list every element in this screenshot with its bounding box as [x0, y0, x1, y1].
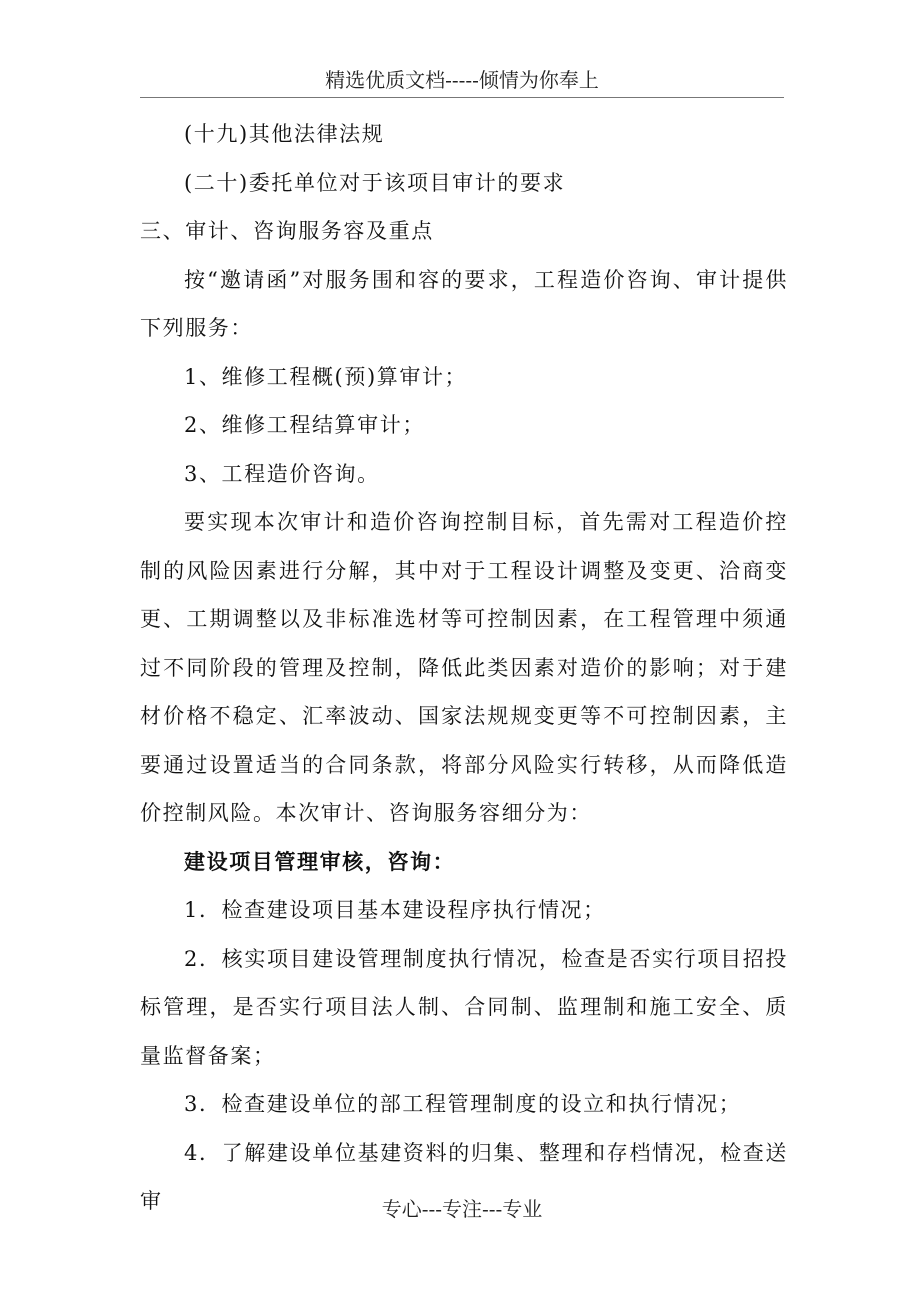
page-footer: 专心---专注---专业 — [381, 1197, 543, 1221]
body-paragraph: 1、维修工程概(预)算审计； — [184, 364, 468, 389]
page-header: 精选优质文档-----倾情为你奉上 — [325, 68, 599, 92]
body-paragraph: 按“邀请函”对服务围和容的要求，工程造价咨询、审计提供下列服务： — [140, 267, 788, 340]
body-paragraph: 要实现本次审计和造价咨询控制目标，首先需对工程造价控制的风险因素进行分解，其中对于工程设计调整及变更、洽商变更、工期调整以及非标准选材等可控制因素，在工程管理中须通过不同阶段的管理及控制，降低此类因素对造价的影响；对于建材价格不稳定、汇率波动、国家法规规变更等不可控制因素，主要通过设置适当的合同条款，将部分风险实行转移，从而降低造价控制风险。本次审计、咨询服务容细分为： — [140, 510, 788, 825]
body-paragraph: 3、工程造价咨询。 — [184, 461, 380, 486]
header-divider — [140, 97, 784, 98]
body-paragraph: 4．了解建设单位基建资料的归集、整理和存档情况，检查送审 — [140, 1140, 788, 1213]
body-paragraph: (二十)委托单位对于该项目审计的要求 — [184, 170, 566, 195]
document-body — [140, 110, 788, 1226]
body-paragraph: 三、审计、咨询服务容及重点 — [140, 219, 434, 243]
section-heading: 建设项目管理审核，咨询： — [184, 848, 456, 874]
body-paragraph: 2、维修工程结算审计； — [184, 413, 425, 437]
body-paragraph: (十九)其他法律法规 — [184, 122, 385, 146]
body-paragraph: 1．检查建设项目基本建设程序执行情况； — [184, 898, 606, 922]
body-paragraph: 2．核实项目建设管理制度执行情况，检查是否实行项目招投标管理，是否实行项目法人制、合同制、监理制和施工安全、质量监督备案； — [140, 946, 788, 1068]
body-paragraph: 3．检查建设单位的部工程管理制度的设立和执行情况； — [184, 1092, 742, 1116]
